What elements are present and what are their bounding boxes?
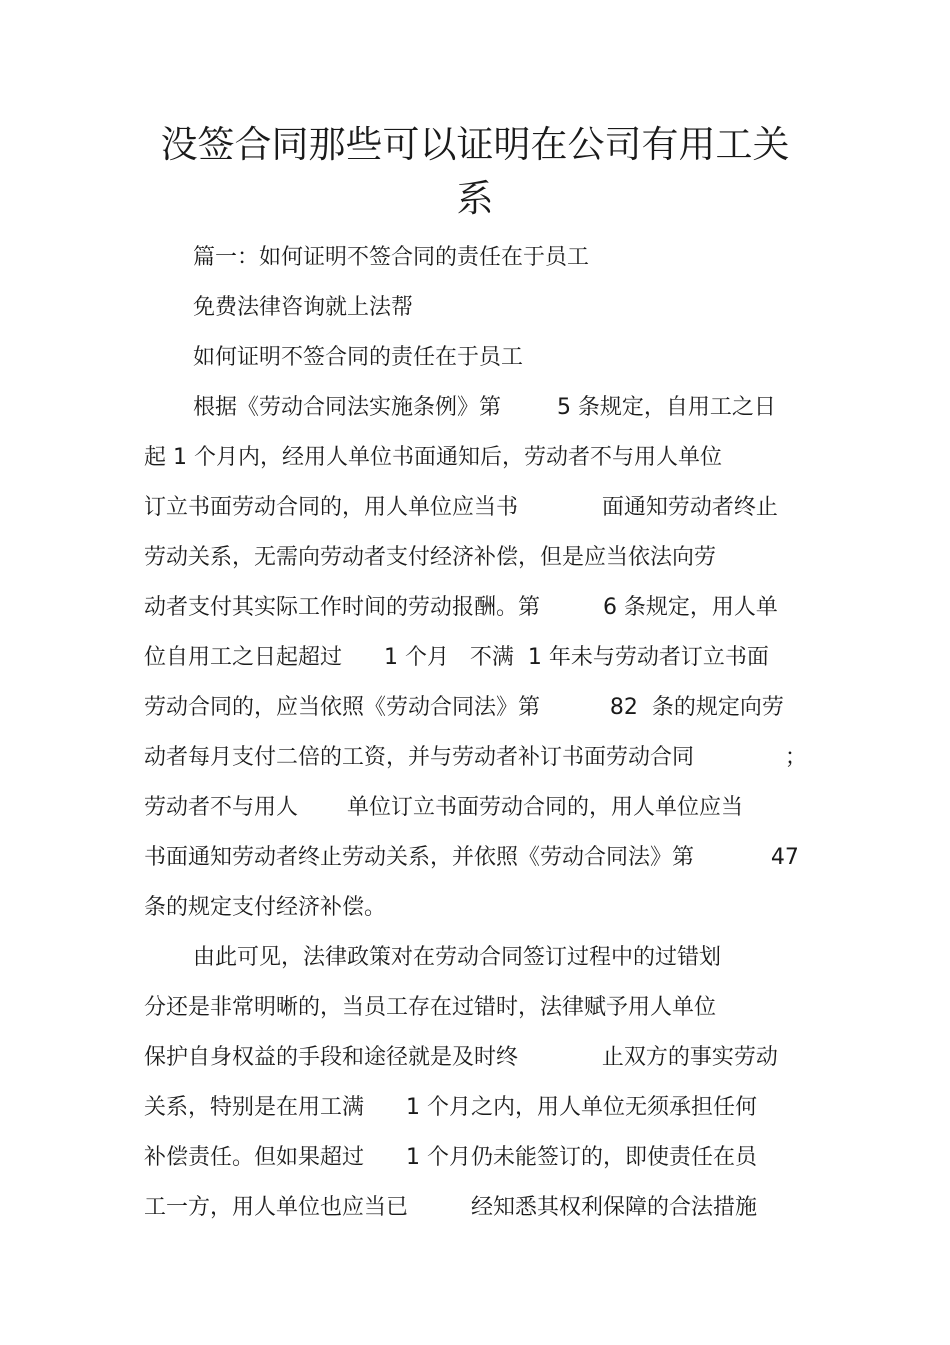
title-line-2: 系 <box>456 177 494 220</box>
body-line: 劳动合同的，应当依照《劳动合同法》第 82 条的规定向劳 <box>144 695 784 720</box>
body-line: 劳动者不与用人 单位订立书面劳动合同的，用人单位应当 <box>144 795 743 820</box>
body-line: 保护自身权益的手段和途径就是及时终 止双方的事实劳动 <box>144 1045 778 1070</box>
body-line: 由此可见，法律政策对在劳动合同签订过程中的过错划 <box>193 945 722 970</box>
body-line: 免费法律咨询就上法帮 <box>193 295 414 320</box>
document-title <box>120 118 830 226</box>
body-line: 篇一：如何证明不签合同的责任在于员工 <box>193 245 590 270</box>
body-line: 分还是非常明晰的，当员工存在过错时，法律赋予用人单位 <box>144 995 717 1020</box>
body-line: 书面通知劳动者终止劳动关系，并依照《劳动合同法》第 47 <box>144 845 799 870</box>
body-line: 起 1 个月内，经用人单位书面通知后，劳动者不与用人单位 <box>144 445 722 470</box>
body-line: 动者每月支付二倍的工资，并与劳动者补订书面劳动合同 ； <box>144 745 807 770</box>
body-line: 劳动关系，无需向劳动者支付经济补偿，但是应当依法向劳 <box>144 545 717 570</box>
body-line: 关系，特别是在用工满 1 个月之内，用人单位无须承担任何 <box>144 1095 757 1120</box>
body-line: 动者支付其实际工作时间的劳动报酬。第 6 条规定，用人单 <box>144 595 778 620</box>
body-line: 工一方，用人单位也应当已 经知悉其权利保障的合法措施 <box>144 1195 757 1220</box>
title-line-1: 没签合同那些可以证明在公司有用工关 <box>160 123 790 166</box>
body-line: 如何证明不签合同的责任在于员工 <box>193 345 524 370</box>
body-line: 根据《劳动合同法实施条例》第 5 条规定，自用工之日 <box>193 395 776 420</box>
body-line: 订立书面劳动合同的，用人单位应当书 面通知劳动者终止 <box>144 495 778 520</box>
body-line: 补偿责任。但如果超过 1 个月仍未能签订的，即使责任在员 <box>144 1145 757 1170</box>
body-line: 位自用工之日起超过 1 个月 不满 1 年未与劳动者订立书面 <box>144 645 769 670</box>
body-line: 条的规定支付经济补偿。 <box>144 895 387 920</box>
